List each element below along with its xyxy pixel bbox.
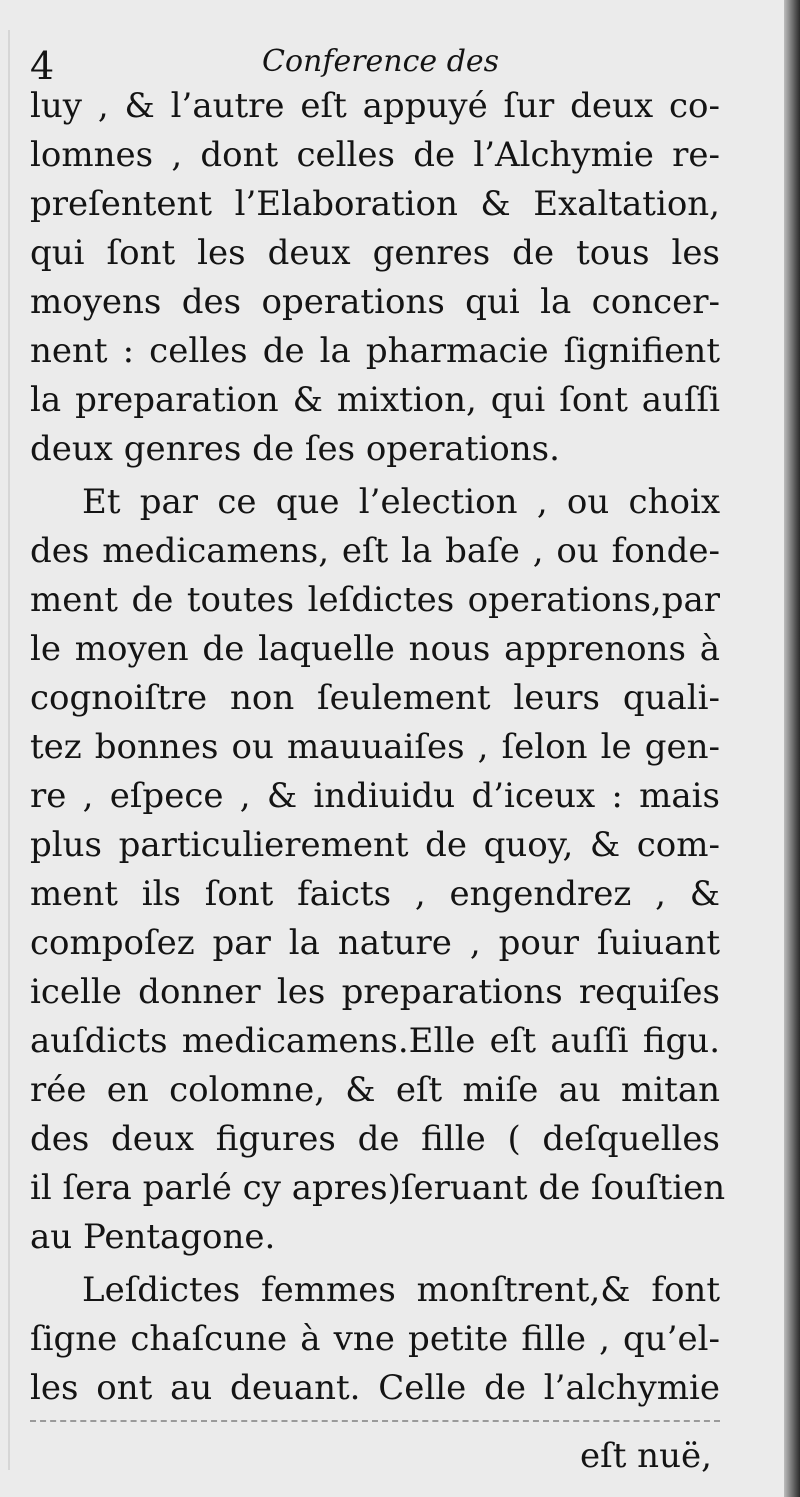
- text-line: tez bonnes ou mauuaiſes , ſelon le gen-: [30, 727, 720, 767]
- text-line: compoſez par la nature , pour ſuiuant: [30, 923, 720, 963]
- text-line: icelle donner les preparations requiſes: [30, 972, 720, 1012]
- text-line: re , eſpece , & indiuidu d’iceux : mais: [30, 776, 720, 816]
- text-line: moyens des operations qui la concer-: [30, 282, 720, 322]
- text-line: au Pentagone.: [30, 1217, 276, 1257]
- page-number: 4: [30, 44, 55, 88]
- text-line: ment ils ſont faicts , engendrez , &: [30, 874, 720, 914]
- text-line: lomnes , dont celles de l’Alchymie re-: [30, 135, 720, 175]
- book-gutter: [784, 0, 800, 1497]
- text-line: les ont au deuant. Celle de l’alchymie: [30, 1368, 720, 1408]
- text-line: le moyen de laquelle nous apprenons à: [30, 629, 720, 669]
- text-line: la preparation & mixtion, qui ſont auſſi: [30, 380, 720, 420]
- text-line: rée en colomne, & eſt miſe au mitan: [30, 1070, 720, 1110]
- text-line: des deux figures de fille ( deſquelles: [30, 1119, 720, 1159]
- catchword: eſt nuë,: [580, 1436, 712, 1476]
- paragraph-first-line: Leſdictes femmes monſtrent,& font: [82, 1270, 720, 1310]
- text-line: ſigne chaſcune à vne petite fille , qu’el-: [30, 1319, 720, 1359]
- text-line: auſdicts medicamens.Elle eſt auſſi figu.: [30, 1021, 720, 1061]
- text-line: plus particulierement de quoy, & com-: [30, 825, 720, 865]
- text-line: il ſera parlé cy apres)ſeruant de ſouſtien: [30, 1168, 726, 1208]
- text-line: ment de toutes leſdictes operations,par: [30, 580, 720, 620]
- text-line: cognoiſtre non ſeulement leurs quali-: [30, 678, 720, 718]
- footer-rule: [30, 1420, 720, 1422]
- text-line: deux genres de ſes operations.: [30, 429, 560, 469]
- text-line: luy , & l’autre eſt appuyé ſur deux co-: [30, 86, 720, 126]
- running-head: Conference des: [262, 44, 500, 79]
- paragraph-first-line: Et par ce que l’election , ou choix: [82, 482, 720, 522]
- text-line: preſentent l’Elaboration & Exaltation,: [30, 184, 720, 224]
- text-line: des medicamens, eſt la baſe , ou fonde-: [30, 531, 720, 571]
- page-edge-shadow: [8, 30, 10, 1470]
- text-line: qui ſont les deux genres de tous les: [30, 233, 720, 273]
- text-line: nent : celles de la pharmacie ſignifient: [30, 331, 720, 371]
